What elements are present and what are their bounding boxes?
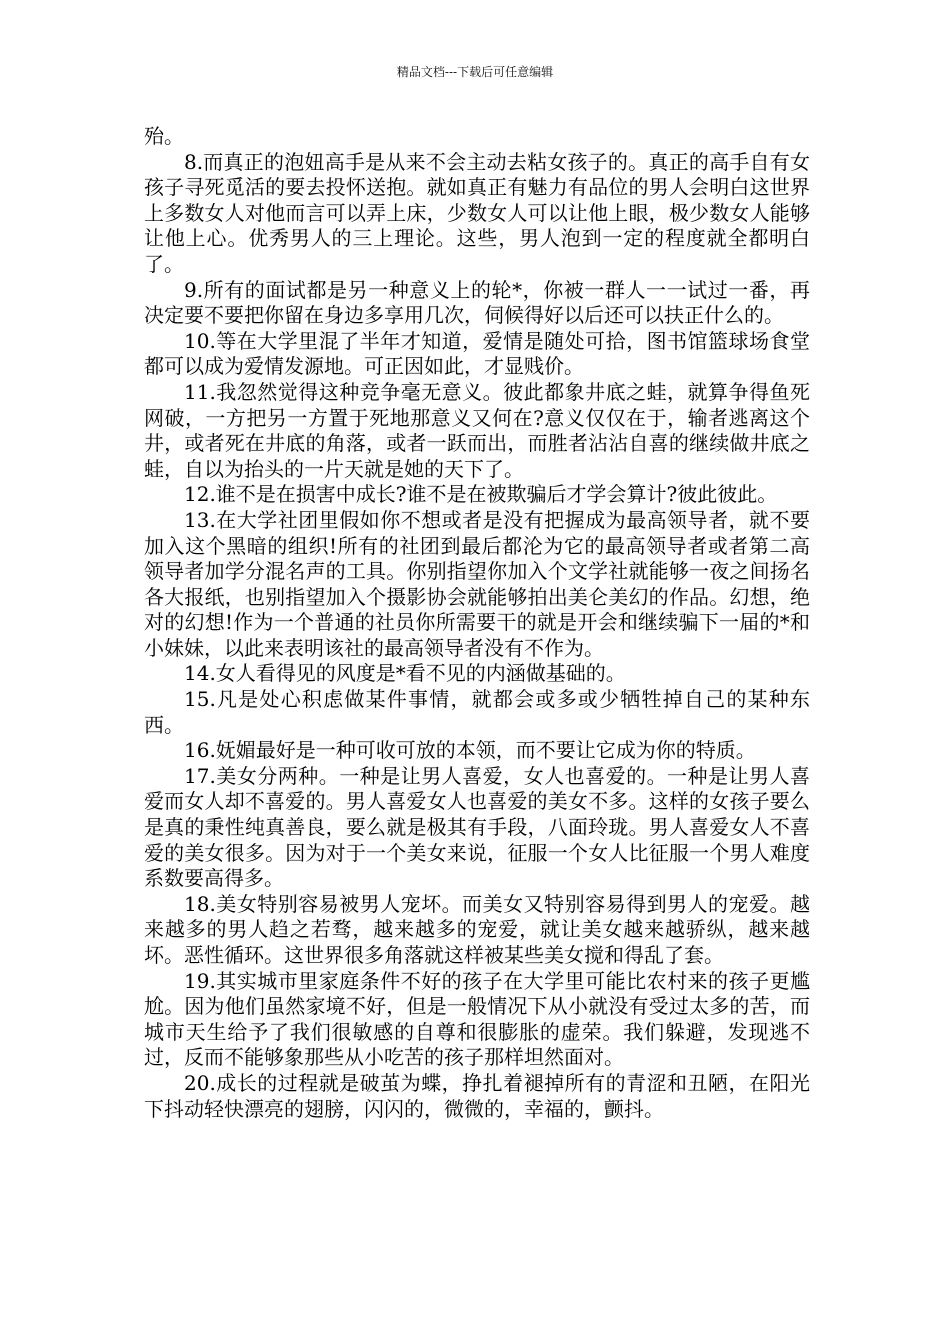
paragraph-continuation: 殆。: [144, 124, 184, 148]
paragraph-item-9: 9.所有的面试都是另一种意义上的轮*，你被一群人一一试过一番，再决定要不要把你留在身边多享用几次，伺候得好以后还可以扶正什么的。: [144, 277, 810, 328]
paragraph-item-13: 13.在大学社团里假如你不想或者是没有把握成为最高领导者，就不要加入这个黑暗的组织!所有的社团到最后都沦为它的最高领导者或者第二高领导者加学分混名声的工具。你别指望你加入个文学社就能够一夜之间扬名各大报纸，也别指望加入个摄影协会就能够拍出美仑美幻的作品。幻想，绝对的幻想!作为一个普通的社员你所需要干的就是开会和继续骗下一届的*和小妹妹，以此来表明该社的最高领导者没有不作为。: [144, 507, 810, 660]
paragraph-item-14: 14.女人看得见的风度是*看不见的内涵做基础的。: [184, 661, 626, 686]
paragraph-item-8: 8.而真正的泡妞高手是从来不会主动去粘女孩子的。真正的高手自有女孩子寻死觅活的要去投怀送抱。就如真正有魅力有品位的男人会明白这世界上多数女人对他而言可以弄上床，少数女人可以让他上眼，极少数女人能够让他上心。优秀男人的三上理论。这些，男人泡到一定的程度就全都明白了。: [144, 149, 810, 276]
paragraph-item-11: 11.我忽然觉得这种竞争毫无意义。彼此都象井底之蛙，就算争得鱼死网破，一方把另一方置于死地那意义又何在?意义仅仅在于，输者逃离这个井，或者死在井底的角落，或者一跃而出，而胜者沾沾自喜的继续做井底之蛙，自以为抬头的一片天就是她的天下了。: [144, 379, 810, 481]
paragraph-item-12: 12.谁不是在损害中成长?谁不是在被欺骗后才学会算计?彼此彼此。: [184, 482, 778, 507]
paragraph-item-20: 20.成长的过程就是破茧为蝶，挣扎着褪掉所有的青涩和丑陋，在阳光下抖动轻快漂亮的翅膀，闪闪的，微微的，幸福的，颤抖。: [144, 1070, 810, 1121]
page-header: 精品文档---下载后可任意编辑: [396, 65, 554, 79]
paragraph-item-10: 10.等在大学里混了半年才知道，爱情是随处可拾，图书馆篮球场食堂都可以成为爱情发源地。可正因如此，才显贱价。: [144, 328, 810, 379]
paragraph-item-17: 17.美女分两种。一种是让男人喜爱，女人也喜爱的。一种是让男人喜爱而女人却不喜爱的。男人喜爱女人也喜爱的美女不多。这样的女孩子要么是真的秉性纯真善良，要么就是极其有手段，八面玲珑。男人喜爱女人不喜爱的美女很多。因为对于一个美女来说，征服一个女人比征服一个男人难度系数要高得多。: [144, 763, 810, 891]
paragraph-item-19: 19.其实城市里家庭条件不好的孩子在大学里可能比农村来的孩子更尴尬。因为他们虽然家境不好，但是一般情况下从小就没有受过太多的苦，而城市天生给予了我们很敏感的自尊和很膨胀的虚荣。我们躲避，发现逃不过，反而不能够象那些从小吃苦的孩子那样坦然面对。: [144, 968, 810, 1070]
paragraph-item-16: 16.妩媚最好是一种可收可放的本领，而不要让它成为你的特质。: [184, 738, 756, 763]
document-body: [144, 124, 810, 1122]
paragraph-item-18: 18.美女特别容易被男人宠坏。而美女又特别容易得到男人的宠爱。越来越多的男人趋之若骛，越来越多的宠爱，就让美女越来越骄纵，越来越坏。恶性循环。这世界很多角落就这样被某些美女搅和得乱了套。: [144, 891, 810, 967]
paragraph-item-15: 15.凡是处心积虑做某件事情，就都会或多或少牺牲掉自己的某种东西。: [144, 687, 810, 737]
